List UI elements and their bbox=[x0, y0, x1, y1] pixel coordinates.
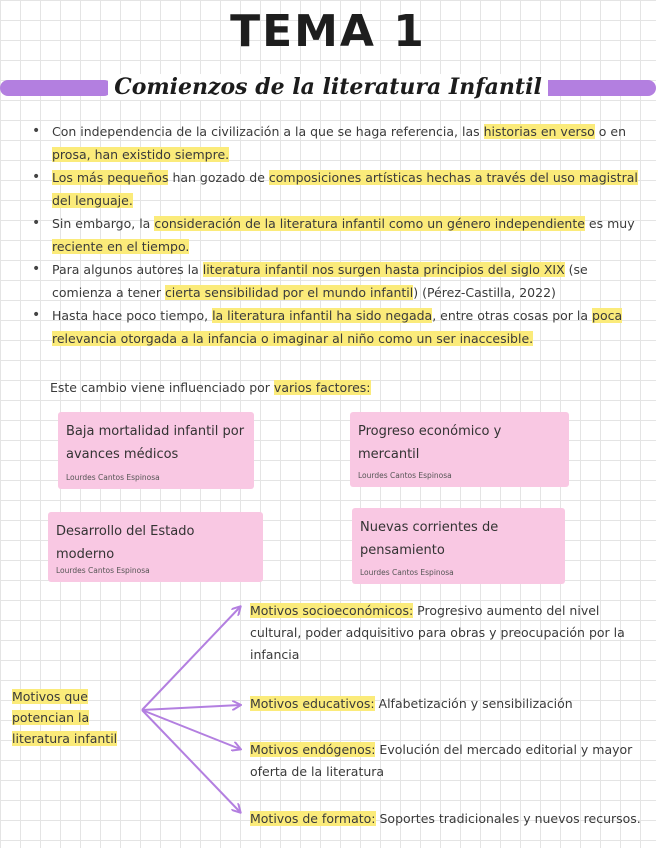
motivo-item bbox=[250, 600, 646, 666]
motivo-desc: Alfabetización y sensibilización bbox=[374, 696, 573, 711]
motivos-root-text: Motivos que potencian la literatura infantil bbox=[12, 689, 118, 746]
arrow-to-endogenos bbox=[142, 710, 240, 749]
motivo-name: Motivos educativos: bbox=[250, 696, 375, 711]
bullet-item: • Hasta hace poco tiempo, la literatura infantil ha sido negada, entre otras cosas por la poca relevancia otorgada a la infancia o imaginar al niño como un ser inaccesible. bbox=[26, 304, 646, 350]
motivo-name: Motivos endógenos: bbox=[250, 742, 376, 757]
subtitle-text: Comienzos de la literatura Infantil bbox=[108, 74, 548, 100]
motivo-item bbox=[250, 808, 646, 830]
factor-note-text: Baja mortalidad infantil por avances médicos bbox=[66, 424, 245, 462]
motivo-name: Motivos socioeconómicos: bbox=[250, 603, 414, 618]
arrow-to-formato bbox=[142, 710, 240, 812]
motivo-item bbox=[250, 693, 646, 715]
factor-note-author: Lourdes Cantos Espinosa bbox=[56, 566, 150, 575]
motivos-root-label bbox=[12, 686, 142, 749]
factors-intro-text: Este cambio viene influenciado por bbox=[50, 380, 274, 395]
motivo-desc: Progresivo aumento del nivel cultural, poder adquisitivo para obras y preocupación por la infancia bbox=[250, 603, 625, 662]
bullet-item: • Sin embargo, la consideración de la literatura infantil como un género independiente es muy reciente en el tiempo. bbox=[26, 212, 646, 258]
factors-intro-highlight: varios factores: bbox=[273, 380, 371, 395]
factor-note-author: Lourdes Cantos Espinosa bbox=[358, 471, 452, 480]
arrow-to-socioeconomicos bbox=[142, 607, 240, 710]
page-title: TEMA 1 bbox=[230, 6, 426, 57]
motivo-desc: Soportes tradicionales y nuevos recursos. bbox=[375, 811, 641, 826]
bullet-item: • Con independencia de la civilización a la que se haga referencia, las historias en verso o en prosa, han existido siempre. bbox=[26, 120, 646, 166]
motivo-name: Motivos de formato: bbox=[250, 811, 376, 826]
factor-note-author: Lourdes Cantos Espinosa bbox=[66, 473, 160, 482]
bullet-item: • Los más pequeños han gozado de composiciones artísticas hechas a través del uso magistral del lenguaje. bbox=[26, 166, 646, 212]
arrow-to-educativos bbox=[142, 705, 240, 710]
factor-note-text: Progreso económico y mercantil bbox=[358, 424, 502, 462]
factor-note-text: Nuevas corrientes de pensamiento bbox=[360, 520, 499, 558]
factor-note-author: Lourdes Cantos Espinosa bbox=[360, 568, 454, 577]
motivo-desc: Evolución del mercado editorial y mayor oferta de la literatura bbox=[250, 742, 633, 779]
factor-note-text: Desarrollo del Estado moderno bbox=[56, 524, 195, 562]
bullet-item: • Para algunos autores la literatura infantil nos surgen hasta principios del siglo XIX (se comienza a tener cierta sensibilidad por el mundo infantil) (Pérez-Castilla, 2022) bbox=[26, 258, 646, 304]
motivo-item bbox=[250, 739, 646, 783]
